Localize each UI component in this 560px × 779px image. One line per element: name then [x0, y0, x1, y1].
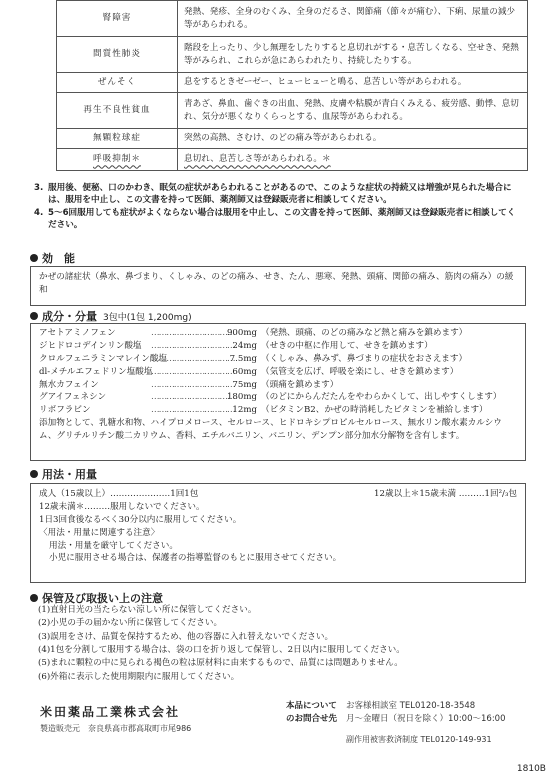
side-effect-row — [57, 1, 528, 37]
contact-info — [346, 700, 506, 726]
storage-item: (1)直射日光の当たらない涼しい所に保管してください。 — [38, 605, 257, 615]
contact-label: 本品について のお問合せ先 — [286, 701, 338, 724]
leader-dots: …………………………… — [151, 379, 235, 390]
dosage-box — [30, 483, 526, 583]
side-effect-symptoms: 息切れ、息苦しさ等があらわれる。＊ — [178, 149, 528, 171]
dosage-timing: 1日3回食後なるべく30分以内に服用してください。 — [39, 514, 242, 525]
ingredient-row — [39, 379, 517, 392]
side-effect-row — [57, 129, 528, 149]
bullet-icon — [30, 594, 38, 602]
ingredient-note: （ビタミンB2、かぜの時消耗したビタミンを補給します） — [261, 405, 488, 416]
side-effect-row — [57, 149, 528, 171]
side-effect-symptoms: 青あざ、鼻血、歯ぐきの出血、発熱、皮膚や粘膜が青白くみえる、疲労感、動悸、息切れ、気分が悪くなりくらっとする、血尿等があらわれる。 — [178, 93, 528, 129]
side-effect-symptoms: 階段を上ったり、少し無理をしたりすると息切れがする・息苦しくなる、空せき、発熱等がみられ、これらが急にあらわれたり、持続したりする。 — [178, 37, 528, 73]
contact-hours: 月～金曜日（祝日を除く）10:00～16:00 — [346, 713, 506, 724]
ingredient-row — [39, 404, 517, 417]
dosage-child: 12歳以上＊15歳未満 ………1回²/₃包 — [374, 489, 517, 499]
contact-phone: お客様相談室 TEL0120-18-3548 — [346, 701, 476, 711]
notes-block — [34, 182, 524, 232]
note-item: 3. 服用後、便秘、口のかわき、眠気の症状があらわれることがあるので、このような症状の持続又は増強が見られた場合には、服用を中止し、この文書を持って医師、薬剤師又は登録販売者に相談してください。 — [34, 182, 524, 207]
storage-list — [38, 604, 528, 684]
storage-item: (2)小児の手の届かない所に保管してください。 — [38, 618, 223, 629]
ingredient-note: （頭痛を鎮めます） — [261, 379, 339, 390]
note-item: 4. 5～6回服用しても症状がよくならない場合は服用を中止し、この文書を持って医師、薬剤師又は登録販売者に相談してください。 — [34, 207, 524, 232]
document-code: 1810B — [516, 764, 546, 774]
side-effect-row — [57, 37, 528, 73]
ingredient-amount: 7.5mg — [229, 353, 257, 364]
ingredient-amount: 12mg — [232, 405, 257, 416]
side-effect-name: 呼吸抑制＊ — [57, 149, 178, 171]
side-effect-name: 腎障害 — [57, 1, 178, 37]
ingredient-note: （くしゃみ、鼻みず、鼻づまりの症状をおさえます） — [261, 353, 468, 364]
ingredient-amount: 900mg — [226, 328, 257, 338]
side-effect-symptoms: 突然の高熱、さむけ、のどの痛み等があらわれる。 — [178, 129, 528, 149]
ingredient-row — [39, 340, 517, 353]
ingredients-heading: 成分・分量 3包中(1包 1,200mg) — [30, 308, 192, 324]
side-effect-name: 再生不良性貧血 — [57, 93, 178, 129]
ingredient-name: グアイフェネシン — [39, 392, 107, 403]
company-name: 米田薬品工業株式会社 — [40, 705, 181, 719]
ingredient-row — [39, 391, 517, 404]
ingredient-note: （のどにからんだたんをやわらかくして、出しやすくします） — [261, 392, 502, 403]
storage-item: (4)1包を分割して服用する場合は、袋の口を折り返して保管し、2日以内に服用してください。 — [38, 644, 405, 655]
ingredient-row — [39, 327, 517, 340]
leader-dots: …………………………… — [151, 366, 235, 377]
ingredient-amount: 180mg — [226, 392, 257, 403]
company-address: 製造販売元 奈良県高市郡高取町市尾986 — [40, 724, 192, 733]
ingredient-name: dl-メチルエフェドリン塩酸塩 — [39, 366, 153, 377]
storage-heading: 保管及び取扱い上の注意 — [30, 590, 163, 606]
bullet-icon — [30, 254, 38, 262]
ingredient-name: クロルフェニラミンマレイン酸塩 — [39, 353, 168, 364]
bullet-icon — [30, 470, 38, 478]
storage-item: (3)誤用をさけ、品質を保持するため、他の容器に入れ替えないでください。 — [38, 631, 334, 642]
ingredient-amount: 24mg — [232, 340, 257, 351]
ingredient-note: （せきの中枢に作用して、せきを鎮めます） — [261, 340, 433, 351]
dosage-caution: 小児に服用させる場合は、保護者の指導監督のもとに服用させてください。 — [49, 553, 342, 564]
dosage-adult: 成人（15歳以上）…………………1回1包 — [39, 489, 199, 499]
efficacy-text: かぜの諸症状（鼻水、鼻づまり、くしゃみ、のどの痛み、せき、たん、悪寒、発熱、頭痛、関節の痛み、筋肉の痛み）の緩和 — [39, 272, 514, 295]
dosage-caution: 用法・用量を厳守してください。 — [49, 540, 178, 551]
ingredient-name: リボフラビン — [39, 405, 91, 416]
relief-system-phone: 副作用被害救済制度 TEL0120-149-931 — [346, 735, 492, 744]
ingredient-name: 無水カフェイン — [39, 379, 99, 390]
ingredient-list — [39, 327, 517, 417]
note-text: 服用後、便秘、口のかわき、眠気の症状があらわれることがあるので、このような症状の持続又は増強が見られた場合には、服用を中止し、この文書を持って医師、薬剤師又は登録販売者に相談してください。 — [48, 183, 512, 206]
side-effect-name: 無顆粒球症 — [57, 129, 178, 149]
efficacy-heading: 効 能 — [30, 250, 75, 266]
bullet-icon — [30, 312, 38, 320]
leader-dots: …………………………… — [151, 328, 235, 338]
side-effect-symptoms: 発熱、発疹、全身のむくみ、全身のだるさ、関節痛（節々が痛む）、下痢、尿量の減少等があらわれる。 — [178, 1, 528, 37]
note-text: 5～6回服用しても症状がよくならない場合は服用を中止し、この文書を持って医師、薬剤師又は登録販売者に相談してください。 — [48, 207, 516, 231]
leader-dots: …………………………… — [151, 353, 235, 364]
storage-item: (5)まれに顆粒の中に見られる褐色の粒は原材料に由来するもので、品質には問題ありません。 — [38, 658, 403, 669]
side-effect-row — [57, 73, 528, 93]
additives-text: 添加物として、乳糖水和物、ハイプロメロース、セルロース、ヒドロキシプロピルセルロース、無水リン酸水素カルシウム、グリチルリチン酸二カリウム、香料、エチルバニリン、バニリン、デンプン部分加水分解物を含有します。 — [39, 418, 502, 442]
leader-dots: …………………………… — [151, 405, 235, 416]
ingredient-name: アセトアミノフェン — [39, 328, 116, 338]
ingredient-amount: 75mg — [232, 379, 257, 390]
ingredient-note: （気管支を広げ、呼吸を楽にし、せきを鎮めます） — [261, 366, 459, 377]
ingredient-row — [39, 353, 517, 366]
ingredient-amount: 60mg — [232, 366, 257, 377]
ingredients-box — [30, 323, 526, 461]
ingredients-subheading: 3包中(1包 1,200mg) — [103, 312, 192, 323]
leader-dots: …………………………… — [151, 340, 235, 351]
side-effect-name: ぜんそく — [57, 73, 178, 93]
side-effect-symptoms: 息をするときゼーゼー、ヒューヒューと鳴る、息苦しい等があらわれる。 — [178, 73, 528, 93]
storage-item: (6)外箱に表示した使用期限内に服用してください。 — [38, 671, 240, 682]
side-effect-name: 間質性肺炎 — [57, 37, 178, 73]
ingredient-name: ジヒドロコデインリン酸塩 — [39, 340, 142, 351]
side-effects-table — [56, 0, 528, 171]
ingredient-note: （発熱、頭痛、のどの痛みなど熱と痛みを鎮めます） — [261, 328, 468, 338]
dosage-caution-heading: 〈用法・用量に関連する注意〉 — [39, 527, 160, 538]
dosage-heading: 用法・用量 — [30, 466, 97, 482]
ingredient-row — [39, 366, 517, 379]
efficacy-box — [30, 266, 526, 306]
leader-dots: …………………………… — [151, 392, 235, 403]
side-effect-row — [57, 93, 528, 129]
dosage-under-12: 12歳未満＊………服用しないでください。 — [39, 501, 205, 512]
